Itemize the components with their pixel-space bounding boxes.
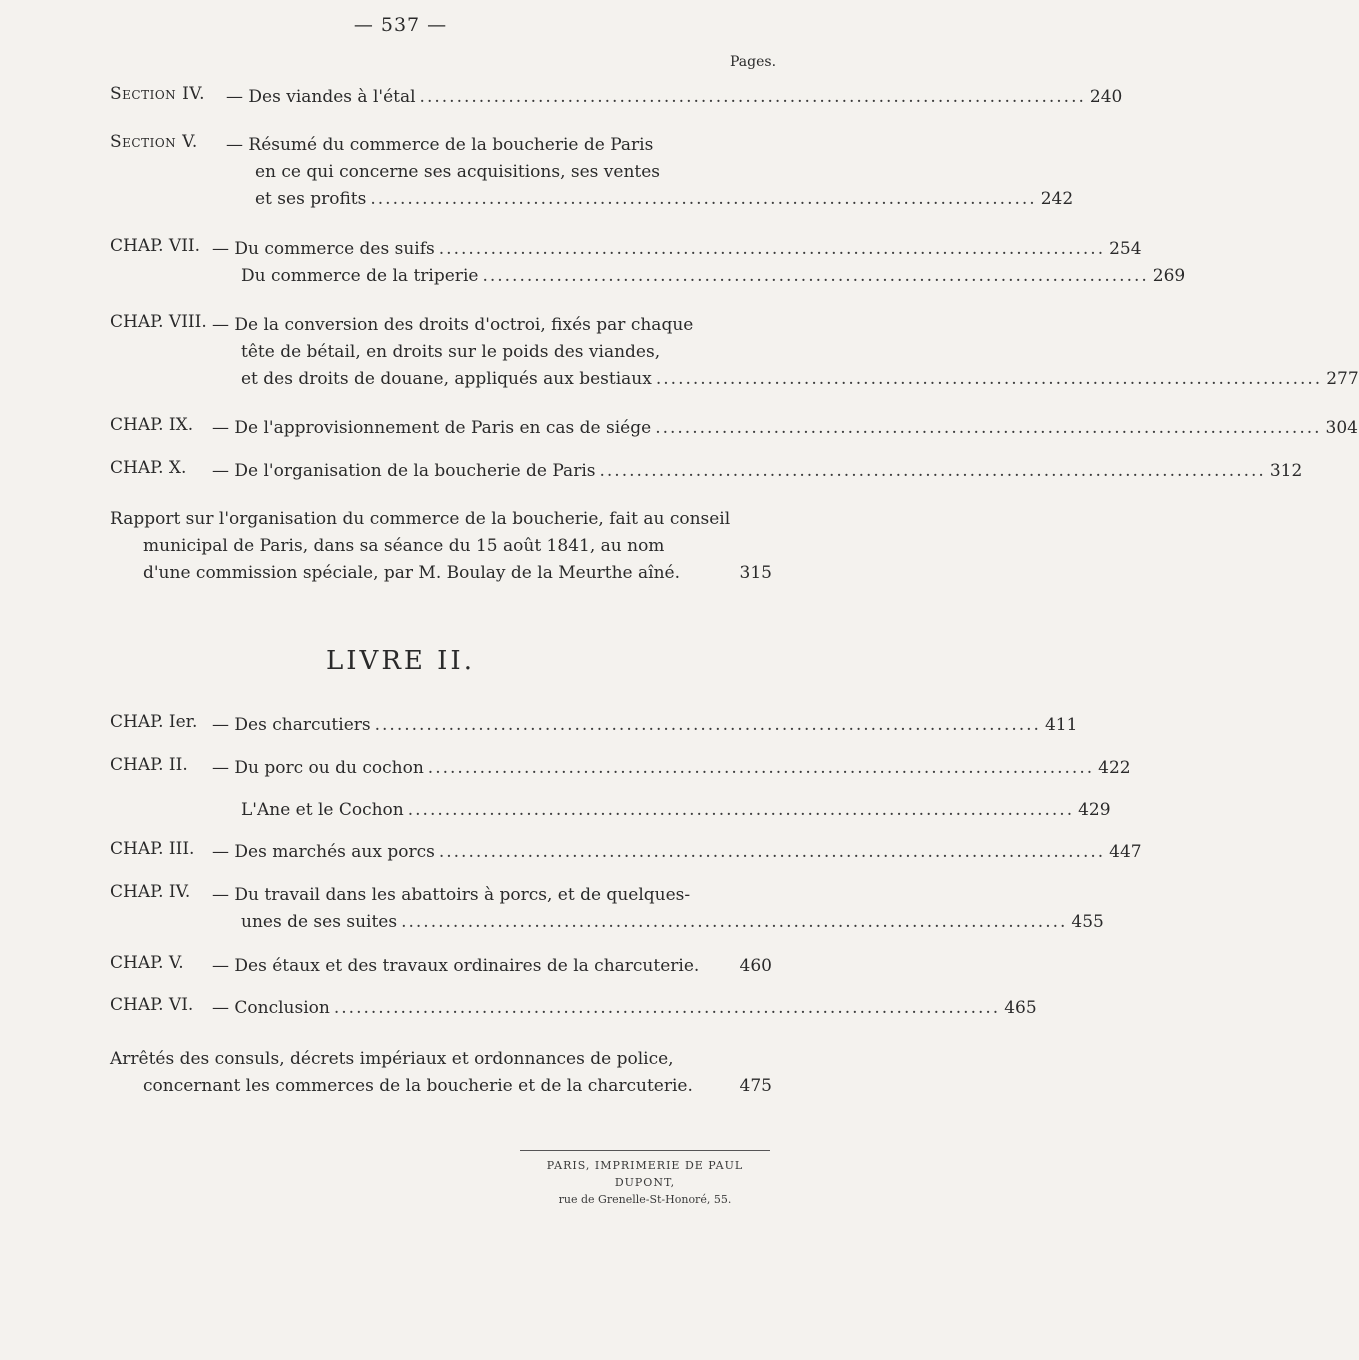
toc-entry-text: — Des marchés aux porcs xyxy=(212,842,435,862)
toc-entry-label: CHAP. II. xyxy=(110,755,188,775)
toc-entry-page: 277 xyxy=(1326,369,1359,389)
toc-entry-page: 455 xyxy=(1071,912,1104,932)
toc-entry-page: 269 xyxy=(1152,266,1186,286)
toc-entry-text: — Résumé du commerce de la boucherie de Paris xyxy=(226,135,654,155)
toc-entry-page: 254 xyxy=(1109,239,1142,259)
toc-entry-text: — Du travail dans les abattoirs à porcs, et de quelques- xyxy=(212,885,691,905)
toc-entry-text: d'une commission spéciale, par M. Boulay de la Meurthe aîné. xyxy=(143,563,681,583)
pages-column-label: Pages. xyxy=(730,54,777,70)
imprint-rule xyxy=(520,1150,770,1151)
toc-entry-text: tête de bétail, en droits sur le poids des viandes, xyxy=(241,342,661,362)
toc-entry-page: 475 xyxy=(739,1076,772,1096)
toc-entry-text: Du commerce de la triperie xyxy=(241,266,479,286)
toc-entry-page: 304 xyxy=(1325,418,1358,438)
toc-entry-text: concernant les commerces de la boucherie et de la charcuterie. xyxy=(143,1076,693,1096)
toc-entry-text: en ce qui concerne ses acquisitions, ses ventes xyxy=(255,162,661,182)
toc-entry-text: et des droits de douane, appliqués aux bestiaux xyxy=(241,369,652,389)
toc-entry-page: 447 xyxy=(1109,842,1142,862)
toc-entry-text: — Conclusion xyxy=(212,998,330,1018)
toc-entry-label: CHAP. VIII. xyxy=(110,312,207,332)
toc-entry-label: CHAP. X. xyxy=(110,458,187,478)
toc-entry-page: 429 xyxy=(1078,800,1111,820)
toc-entry-page: 422 xyxy=(1098,758,1131,778)
printer-imprint xyxy=(520,1150,770,1208)
toc-entry-text: unes de ses suites xyxy=(241,912,398,932)
toc-entry-text: — Des étaux et des travaux ordinaires de la charcuterie. xyxy=(212,956,700,976)
page-number: — 537 — xyxy=(353,14,448,36)
toc-entry-label: CHAP. IV. xyxy=(110,882,191,902)
toc-entry-page: 240 xyxy=(1089,87,1123,107)
toc-entry-label: Section V. xyxy=(110,132,198,152)
toc-entry-text: — Du commerce des suifs xyxy=(212,239,435,259)
toc-entry-page: 315 xyxy=(739,563,772,583)
toc-entry-text: — Des charcutiers xyxy=(212,715,371,735)
imprint-line-2: rue de Grenelle-St-Honoré, 55. xyxy=(558,1193,732,1206)
toc-entry-text: — De l'approvisionnement de Paris en cas de siége xyxy=(212,418,652,438)
livre-heading: LIVRE II. xyxy=(326,646,475,676)
toc-entry-label: CHAP. V. xyxy=(110,953,184,973)
toc-entry-label: CHAP. VII. xyxy=(110,236,201,256)
toc-entry-text: — De la conversion des droits d'octroi, fixés par chaque xyxy=(212,315,694,335)
toc-entry-text: — Des viandes à l'étal xyxy=(226,87,416,107)
imprint-line-1: PARIS, IMPRIMERIE DE PAUL DUPONT, xyxy=(546,1159,744,1189)
toc-entry-label: Section IV. xyxy=(110,84,205,104)
toc-entry-text: L'Ane et le Cochon xyxy=(241,800,404,820)
toc-entry-page: 465 xyxy=(1004,998,1037,1018)
toc-entry-page: 312 xyxy=(1269,461,1303,481)
toc-entry-text: Rapport sur l'organisation du commerce de la boucherie, fait au conseil xyxy=(110,509,731,529)
toc-entry-label: CHAP. VI. xyxy=(110,995,194,1015)
toc-entry-text: — De l'organisation de la boucherie de Paris xyxy=(212,461,596,481)
toc-entry-text: et ses profits xyxy=(255,189,367,209)
toc-entry-page: 411 xyxy=(1044,715,1078,735)
toc-entry-label: CHAP. III. xyxy=(110,839,195,859)
toc-entry-page: 242 xyxy=(1040,189,1074,209)
toc-entry-text: Arrêtés des consuls, décrets impériaux et ordonnances de police, xyxy=(110,1049,674,1069)
toc-entry-label: CHAP. IX. xyxy=(110,415,194,435)
toc-entry-page: 460 xyxy=(739,956,772,976)
toc-entry-label: CHAP. Ier. xyxy=(110,712,198,732)
toc-entry-text: municipal de Paris, dans sa séance du 15 août 1841, au nom xyxy=(143,536,665,556)
document-page: — 537 — Pages. Section IV. — Des viandes à l'étal .......................................................................................... 240 Section V. — Résumé du commerce de la boucherie de Paris en ce qui concerne ses acquisitions, ses ventes et ses profits .......................................................................................... 242 CHAP. VII. — Du commerce des suifs .......................................................................................... 254 Du commerce de la triperie .......................................................................................... 269 CHAP. VIII. — De la conversion des droits d'octroi, fixés par chaque tête de bétail, en droits sur le poids des viandes, et des droits de douane, appliqués aux bestiaux .......................................................................................... 277 CHAP. IX. — De l'approvisionnement de Paris en cas de siége .......................................................................................... 304 CHAP. X. — De l'organisation de la boucherie de Paris .......................................................................................... 312 Rapport sur l'organisation du commerce de la boucherie, fait au conseil municipal de Paris, dans sa séance du 15 août 1841, au nom d'une commission spéciale, par M. Boulay de la Meurthe aîné. 315 LIVRE II. CHAP. Ier. — Des charcutiers .......................................................................................... 411 CHAP. II. — Du porc ou du cochon .......................................................................................... 422 L'Ane et le Cochon .......................................................................................... 429 CHAP. III. — Des marchés aux porcs .......................................................................................... 447 CHAP. IV. — Du travail dans les abattoirs à porcs, et de quelques- unes de ses suites .......................................................................................... 455 CHAP. V. — Des étaux et des travaux ordinaires de la charcuterie. 460 CHAP. VI. — Conclusion .......................................................................................... 465 Arrêtés des consuls, décrets impériaux et ordonnances de police, concernant les commerces de la boucherie et de la charcuterie. 475 PARIS, IMPRIMERIE DE PAUL DUPONT, rue de Grenelle-St-Honoré, 55. xyxy=(0,0,801,1360)
toc-entry-text: — Du porc ou du cochon xyxy=(212,758,424,778)
